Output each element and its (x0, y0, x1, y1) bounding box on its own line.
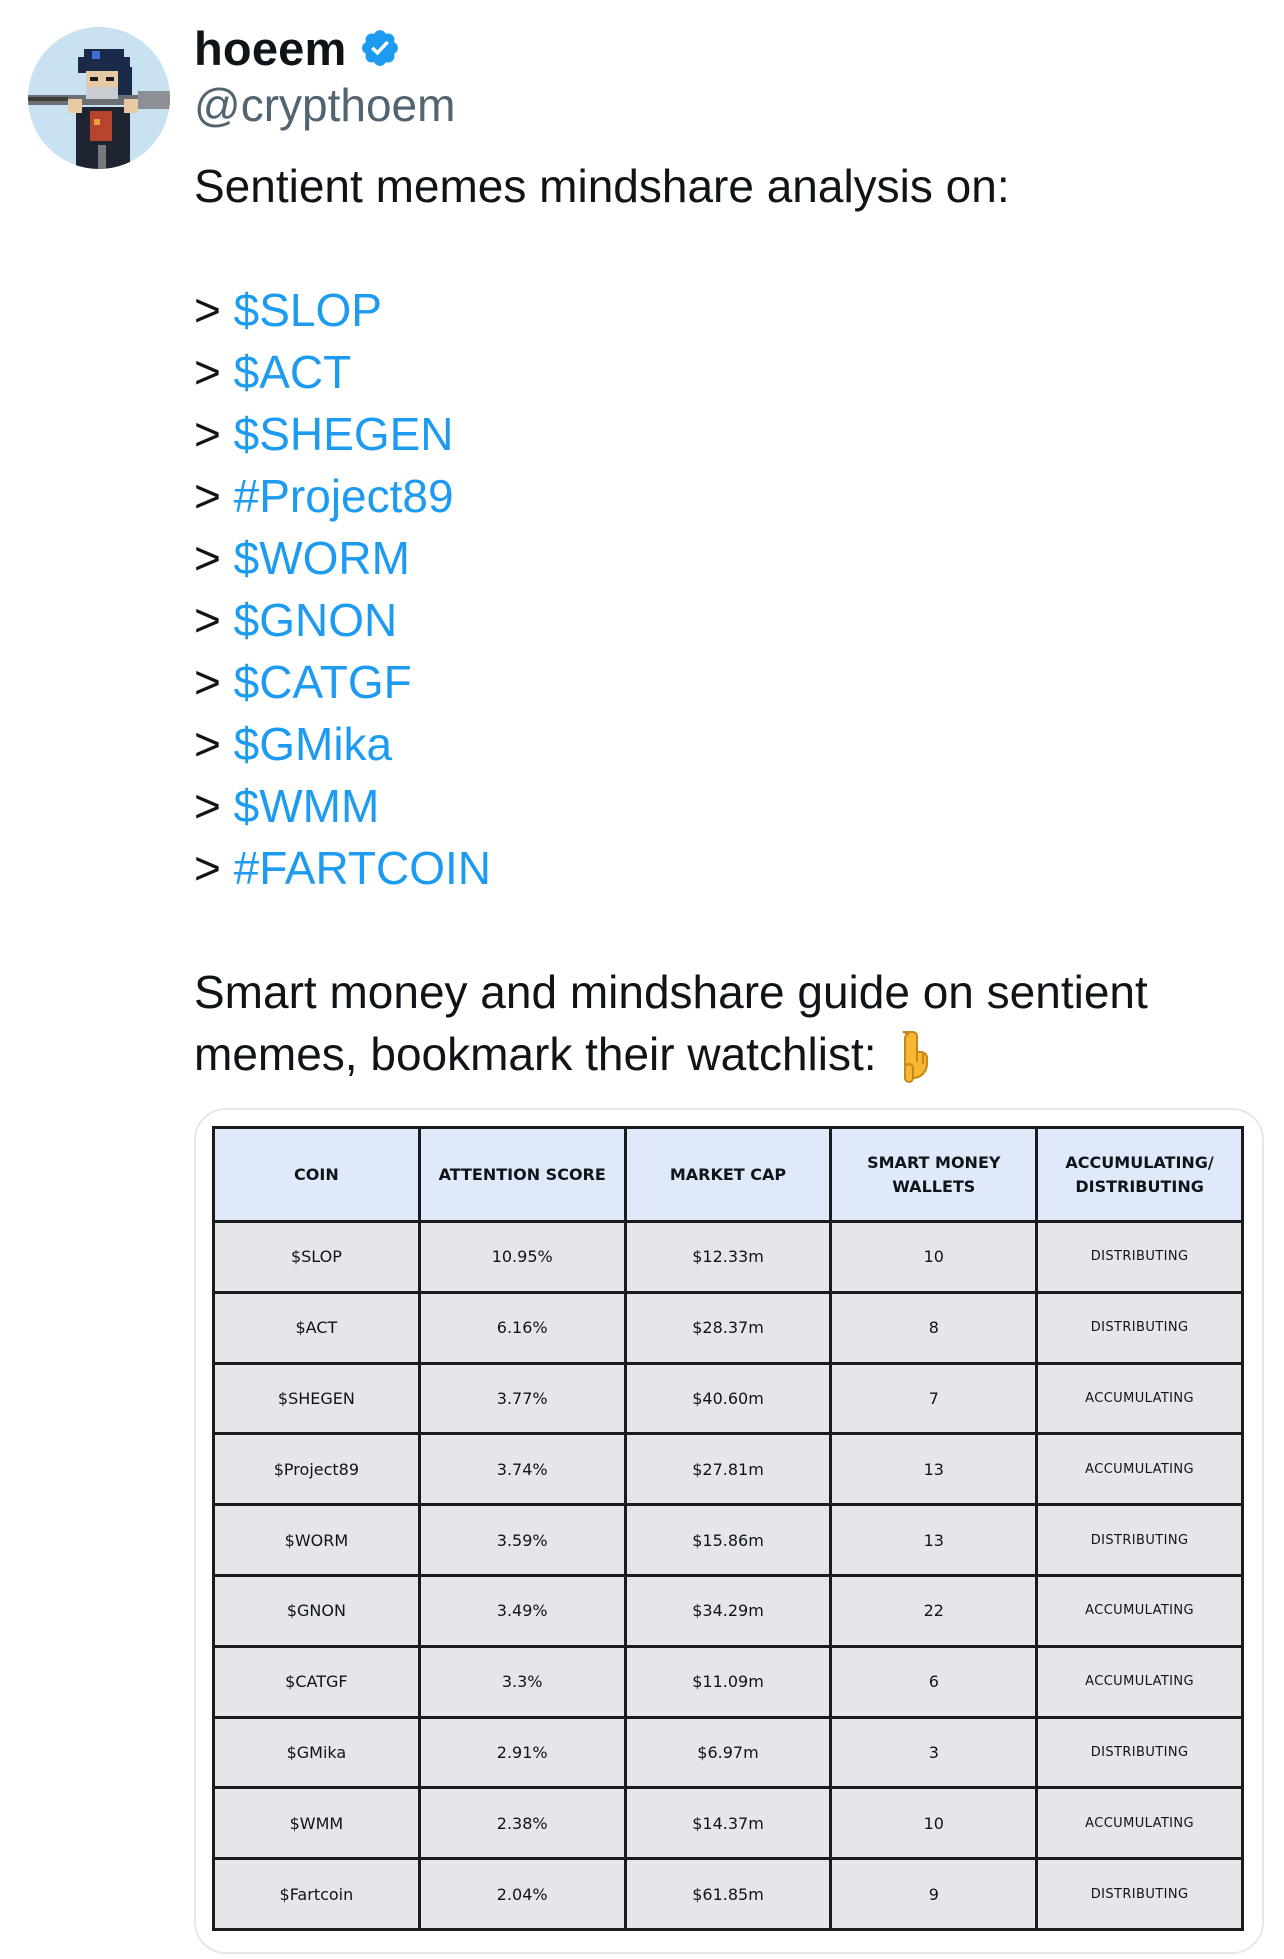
table-row (214, 1788, 1243, 1859)
quote-prefix: > (194, 842, 221, 894)
cell-smart-money-wallets: 7 (831, 1363, 1037, 1434)
column-header-smart-money-wallets: SMART MONEY WALLETS (831, 1128, 1037, 1222)
cell-coin: $GMika (214, 1717, 420, 1788)
cell-status: ACCUMULATING (1037, 1788, 1243, 1859)
cell-market-cap: $34.29m (625, 1575, 831, 1646)
cell-coin: $CATGF (214, 1646, 420, 1717)
cell-status: ACCUMULATING (1037, 1434, 1243, 1505)
cell-attention-score: 3.74% (419, 1434, 625, 1505)
cashtag-link[interactable]: $WMM (233, 780, 380, 832)
cell-status: ACCUMULATING (1037, 1363, 1243, 1434)
table-row (214, 1859, 1243, 1930)
cell-smart-money-wallets: 22 (831, 1575, 1037, 1646)
cell-market-cap: $28.37m (625, 1292, 831, 1363)
cell-status: ACCUMULATING (1037, 1646, 1243, 1717)
cell-coin: $WMM (214, 1788, 420, 1859)
table-row (214, 1646, 1243, 1717)
quote-prefix: > (194, 532, 221, 584)
cell-attention-score: 3.59% (419, 1505, 625, 1576)
cell-market-cap: $40.60m (625, 1363, 831, 1434)
cell-coin: $Fartcoin (214, 1859, 420, 1930)
cell-status: DISTRIBUTING (1037, 1505, 1243, 1576)
column-header-market-cap: MARKET CAP (625, 1128, 831, 1222)
cell-status: DISTRIBUTING (1037, 1717, 1243, 1788)
cell-status: DISTRIBUTING (1037, 1292, 1243, 1363)
quote-prefix: > (194, 594, 221, 646)
quote-prefix: > (194, 408, 221, 460)
cell-attention-score: 2.38% (419, 1788, 625, 1859)
hashtag-link[interactable]: #FARTCOIN (233, 842, 491, 894)
list-item (194, 465, 1254, 527)
cell-attention-score: 3.77% (419, 1363, 625, 1434)
avatar[interactable] (28, 27, 170, 169)
column-header-coin: COIN (214, 1128, 420, 1222)
list-item (194, 713, 1254, 775)
list-item (194, 279, 1254, 341)
cashtag-link[interactable]: $GNON (233, 594, 398, 646)
cell-market-cap: $11.09m (625, 1646, 831, 1717)
quote-prefix: > (194, 780, 221, 832)
tweet-intro: Sentient memes mindshare analysis on: (194, 160, 1010, 212)
table-row (214, 1434, 1243, 1505)
tweet-outro-line-2 (194, 1023, 1254, 1099)
display-name[interactable]: hoeem (194, 21, 347, 75)
cell-smart-money-wallets: 13 (831, 1505, 1037, 1576)
quote-prefix: > (194, 656, 221, 708)
cell-attention-score: 3.49% (419, 1575, 625, 1646)
list-item (194, 651, 1254, 713)
quote-prefix: > (194, 284, 221, 336)
tweet-outro-line-1: Smart money and mindshare guide on sentient (194, 966, 1148, 1018)
cell-coin: $SHEGEN (214, 1363, 420, 1434)
cell-attention-score: 10.95% (419, 1222, 625, 1293)
tweet-outro-text: memes, bookmark their watchlist: (194, 1028, 877, 1080)
cell-smart-money-wallets: 9 (831, 1859, 1037, 1930)
list-item (194, 837, 1254, 899)
cashtag-link[interactable]: $ACT (233, 346, 352, 398)
list-item (194, 589, 1254, 651)
pointing-down-hand-icon (887, 1028, 931, 1099)
cell-smart-money-wallets: 8 (831, 1292, 1037, 1363)
tweet-body (194, 155, 1254, 1099)
table-row (214, 1717, 1243, 1788)
column-header-attention-score: ATTENTION SCORE (419, 1128, 625, 1222)
cell-smart-money-wallets: 3 (831, 1717, 1037, 1788)
cell-status: DISTRIBUTING (1037, 1859, 1243, 1930)
quote-prefix: > (194, 346, 221, 398)
list-item (194, 527, 1254, 589)
cell-market-cap: $27.81m (625, 1434, 831, 1505)
cell-market-cap: $12.33m (625, 1222, 831, 1293)
cell-attention-score: 2.91% (419, 1717, 625, 1788)
cashtag-link[interactable]: $GMika (233, 718, 393, 770)
cell-smart-money-wallets: 6 (831, 1646, 1037, 1717)
cell-smart-money-wallets: 10 (831, 1222, 1037, 1293)
cell-coin: $WORM (214, 1505, 420, 1576)
list-item (194, 403, 1254, 465)
cell-coin: $GNON (214, 1575, 420, 1646)
list-item (194, 775, 1254, 837)
cell-attention-score: 6.16% (419, 1292, 625, 1363)
table-row (214, 1575, 1243, 1646)
watchlist-table (212, 1126, 1244, 1931)
cell-status: ACCUMULATING (1037, 1575, 1243, 1646)
cell-attention-score: 2.04% (419, 1859, 625, 1930)
line-spacer (194, 899, 1254, 961)
table-row (214, 1222, 1243, 1293)
cell-smart-money-wallets: 13 (831, 1434, 1037, 1505)
cell-status: DISTRIBUTING (1037, 1222, 1243, 1293)
cell-market-cap: $14.37m (625, 1788, 831, 1859)
cell-market-cap: $61.85m (625, 1859, 831, 1930)
table-row (214, 1363, 1243, 1434)
name-row (194, 18, 455, 78)
line-spacer (194, 217, 1254, 279)
table-row (214, 1505, 1243, 1576)
user-handle[interactable]: @crypthoem (194, 79, 456, 131)
verified-badge-icon[interactable] (359, 27, 401, 69)
cell-attention-score: 3.3% (419, 1646, 625, 1717)
column-header-accumulating-distributing: ACCUMULATING/ DISTRIBUTING (1037, 1128, 1243, 1222)
cell-smart-money-wallets: 10 (831, 1788, 1037, 1859)
hashtag-link[interactable]: #Project89 (233, 470, 454, 522)
tweet-author (194, 18, 455, 132)
cell-market-cap: $6.97m (625, 1717, 831, 1788)
quote-prefix: > (194, 470, 221, 522)
cell-coin: $Project89 (214, 1434, 420, 1505)
cell-coin: $SLOP (214, 1222, 420, 1293)
cell-market-cap: $15.86m (625, 1505, 831, 1576)
list-item (194, 341, 1254, 403)
cashtag-link[interactable]: $SHEGEN (233, 408, 454, 460)
table-header-row (214, 1128, 1243, 1222)
cashtag-link[interactable]: $WORM (233, 532, 410, 584)
pixel-art-samurai-avatar-icon (28, 27, 170, 169)
tweet-media-image[interactable] (194, 1108, 1264, 1954)
quote-prefix: > (194, 718, 221, 770)
cashtag-link[interactable]: $SLOP (233, 284, 382, 336)
table-row (214, 1292, 1243, 1363)
cashtag-link[interactable]: $CATGF (233, 656, 412, 708)
cell-coin: $ACT (214, 1292, 420, 1363)
